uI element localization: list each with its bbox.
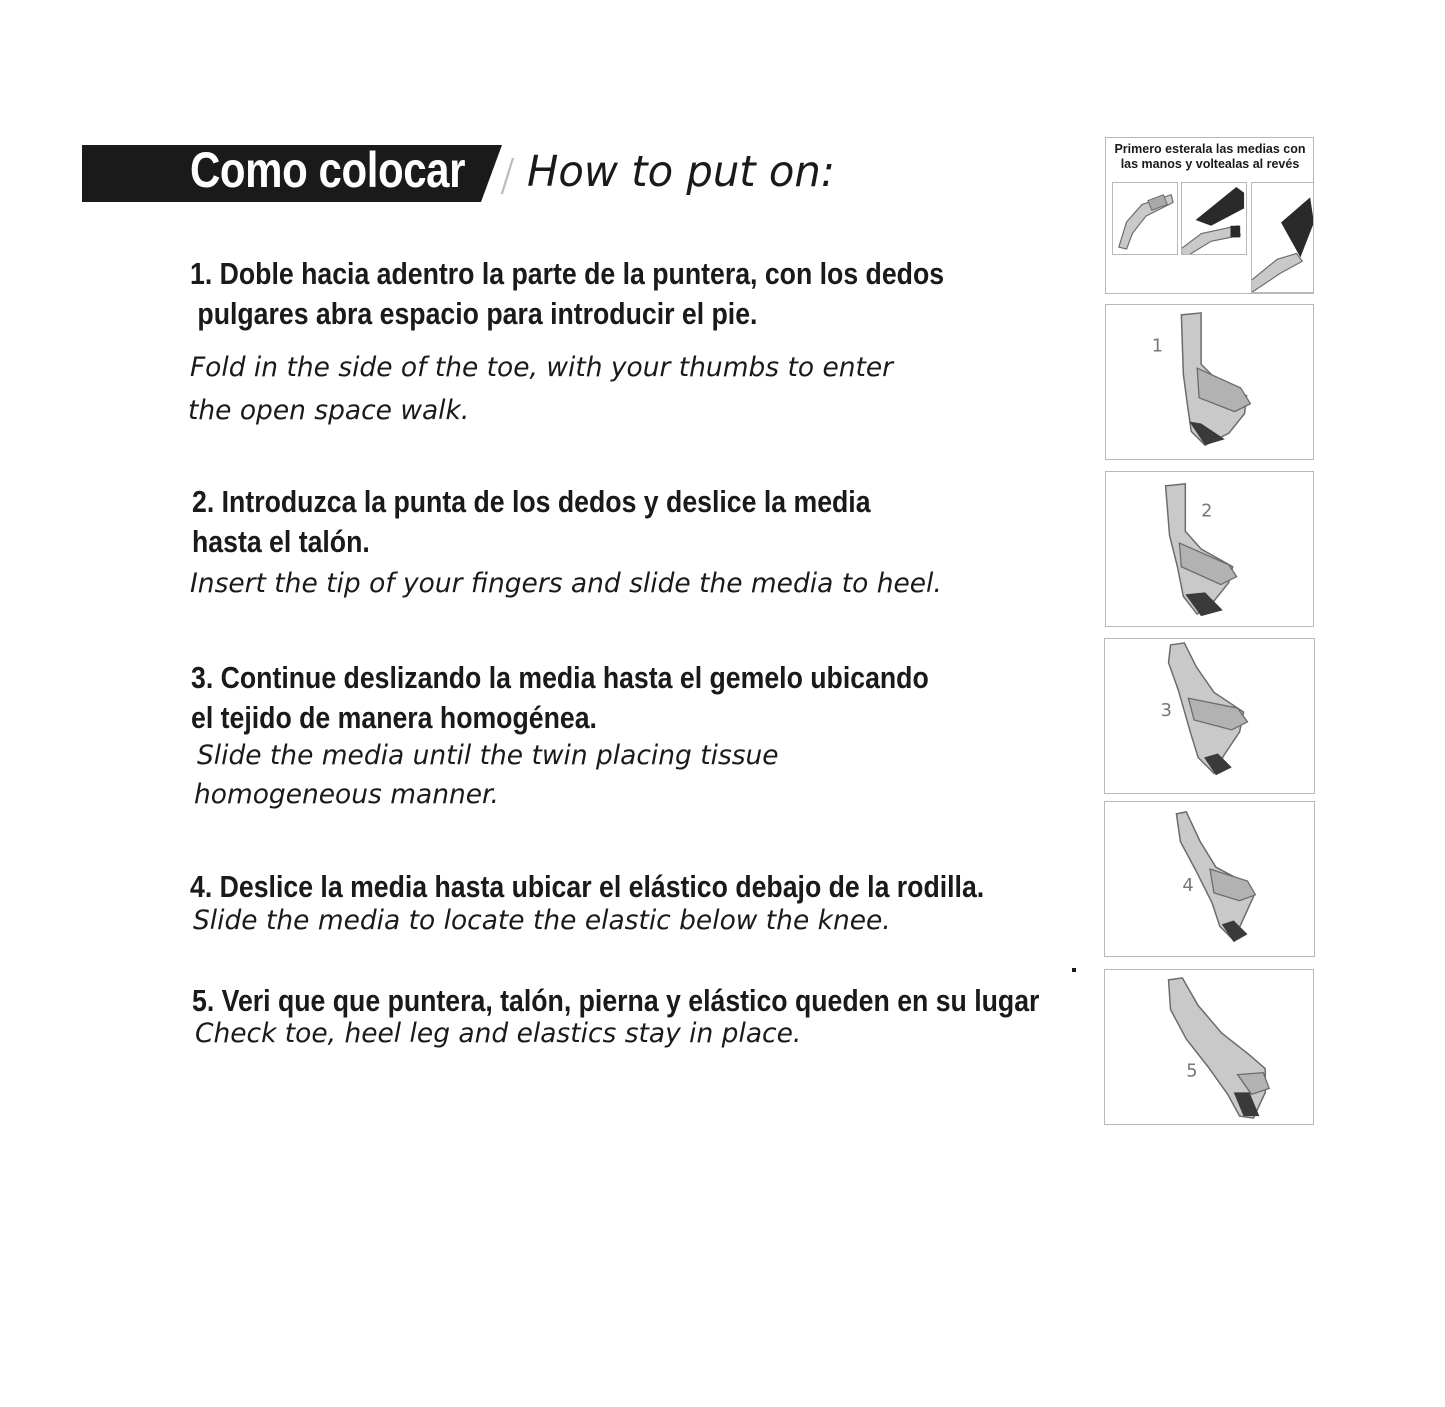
step-3-es-line-1: 3. Continue deslizando la media hasta el gemelo ubicando (191, 660, 929, 695)
inverted-sock-icon (1252, 183, 1313, 292)
step-1-instruction-en (188, 346, 893, 432)
step-3-es-line-2: el tejido de manera homogénea. (191, 700, 597, 735)
step-4-number: 4 (1182, 875, 1194, 896)
step-2-instruction-en (190, 562, 942, 605)
intro-illustration-1 (1112, 182, 1178, 255)
page-title: Como colocar (190, 142, 466, 198)
hand-pulling-sock-icon (1182, 183, 1246, 254)
intro-illustration-3 (1251, 182, 1314, 293)
step-5-number: 5 (1186, 1061, 1198, 1082)
intro-illustration-2 (1181, 182, 1247, 255)
step-2-es-line-2: hasta el talón. (192, 524, 370, 559)
step-2-number: 2 (1201, 501, 1213, 522)
step-1-es-line-2: pulgares abra espacio para introducir el pie. (190, 296, 758, 331)
stray-dot (1072, 968, 1076, 972)
step-1-en-line-1: Fold in the side of the toe, with your thumbs to enter (189, 352, 894, 383)
sock-elastic-below-knee-icon (1105, 802, 1314, 956)
step-1-illustration (1105, 304, 1314, 460)
step-1-number: 1 (1151, 336, 1164, 357)
intro-caption: Primero esterala las medias con las manos y voltealas al revés (1114, 142, 1306, 171)
sock-slide-to-calf-icon (1105, 639, 1314, 793)
sock-slide-to-heel-icon (1106, 472, 1313, 626)
step-2-en-line-1: Insert the tip of your fingers and slide the media to heel. (190, 568, 942, 599)
step-3-illustration (1104, 638, 1315, 794)
sock-fold-toe-icon (1106, 305, 1313, 459)
step-2-instruction-es (192, 482, 871, 562)
step-3-instruction-es (191, 658, 929, 738)
step-3-instruction-en (194, 736, 779, 814)
step-5-illustration (1104, 969, 1314, 1125)
step-3-en-line-2: homogeneous manner. (194, 779, 499, 810)
step-1-instruction-es (190, 254, 944, 334)
step-1-en-line-2: the open space walk. (188, 395, 470, 426)
step-4-es-line-1: 4. Deslice la media hasta ubicar el elástico debajo de la rodilla. (190, 869, 985, 904)
step-4-illustration (1104, 801, 1315, 957)
step-2-illustration (1105, 471, 1314, 627)
step-4-en-line-1: Slide the media to locate the elastic below the knee. (193, 905, 891, 936)
step-1-es-line-1: 1. Doble hacia adentro la parte de la puntera, con los dedos (190, 256, 945, 291)
step-3-en-line-1: Slide the media until the twin placing tissue (196, 740, 779, 771)
step-2-es-line-1: 2. Introduzca la punta de los dedos y deslice la media (192, 484, 871, 519)
step-5-instruction-en (195, 1012, 801, 1055)
page-title-english: How to put on: (527, 147, 835, 197)
step-5-es-line-1: 5. Veri que que puntera, talón, pierna y elástico queden en su lugar (192, 983, 1040, 1018)
step-3-number: 3 (1160, 701, 1172, 721)
hands-turning-sock-icon (1113, 183, 1177, 254)
step-5-en-line-1: Check toe, heel leg and elastics stay in place. (195, 1018, 802, 1049)
sock-check-in-place-icon (1105, 970, 1313, 1124)
step-4-instruction-en (193, 899, 891, 942)
title-separator: / (500, 150, 515, 201)
